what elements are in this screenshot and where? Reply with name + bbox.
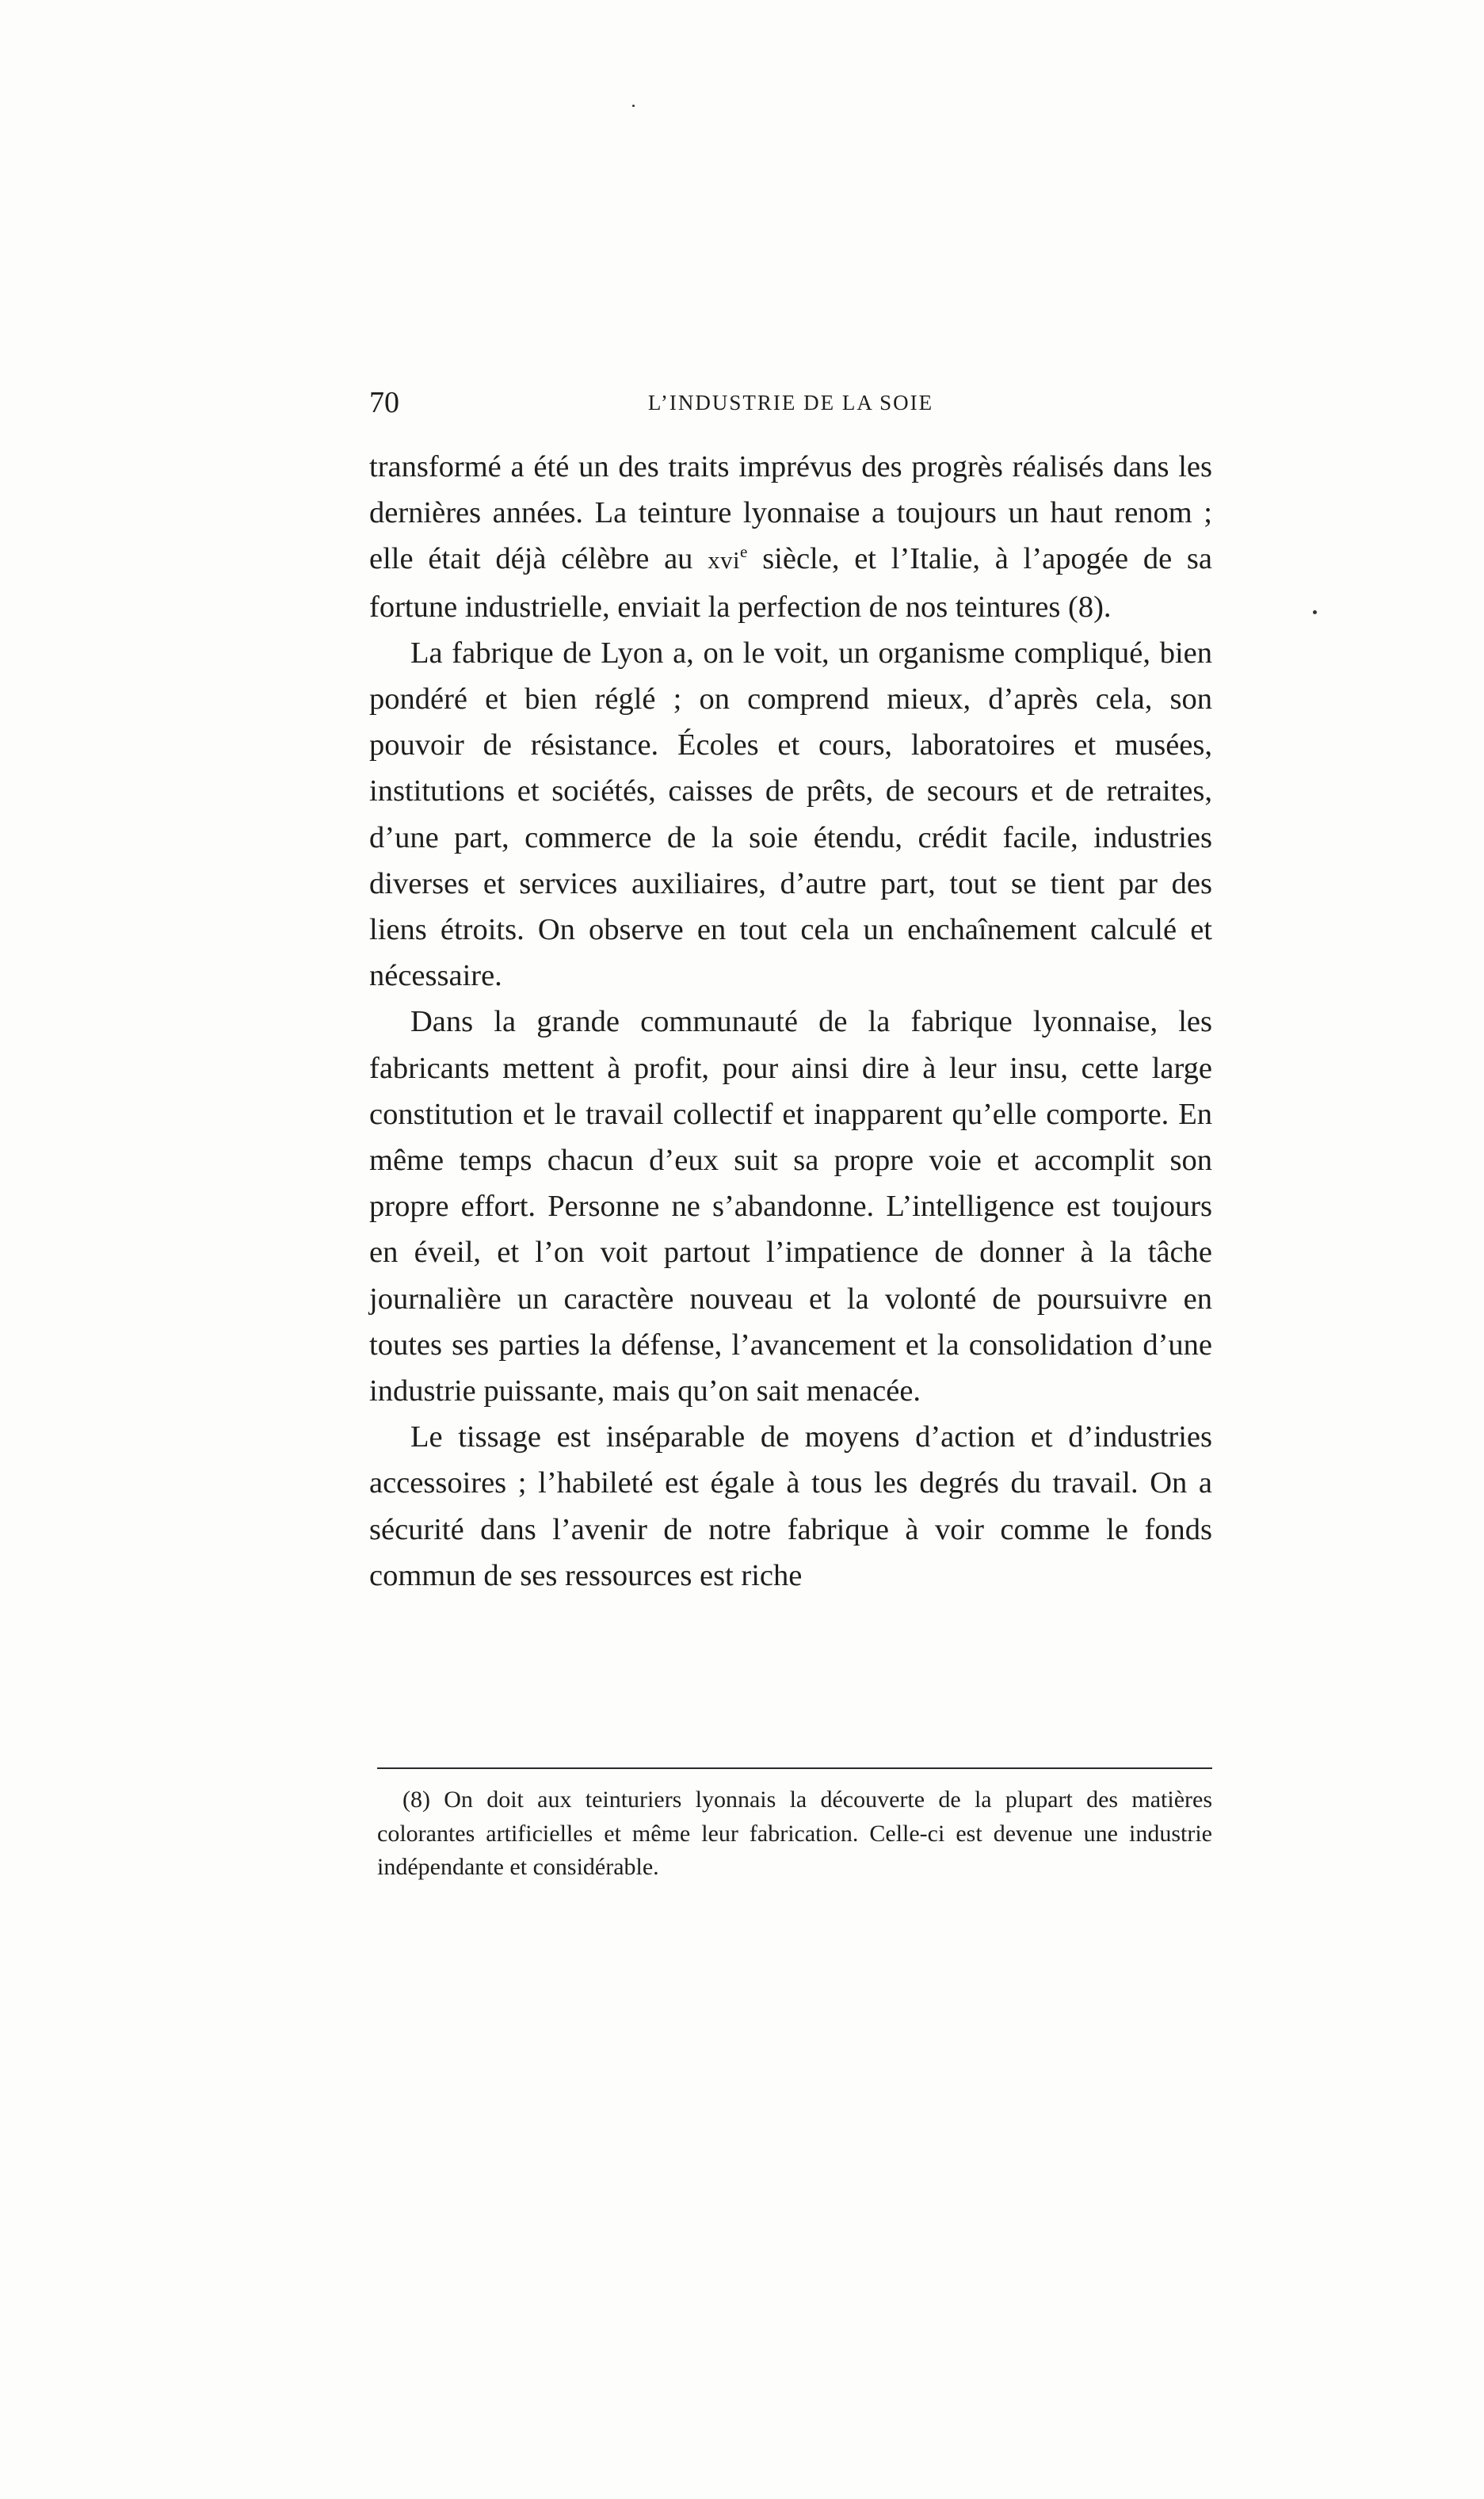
paragraph-2: La fabrique de Lyon a, on le voit, un organisme compliqué, bien pondéré et bien réglé ; on comprend mieux, d’après cela, son pouvoir de résistance. Écoles et cours, laboratoires et musées, institutions et sociétés, caisses de prêts, de secours et de retraites, d’une part, commerce de la soie étendu, crédit facile, industries diverses et services auxiliaires, d’autre part, tout se tient par des liens étroits. On observe en tout cela un enchaînement calculé et nécessaire. — [369, 636, 1212, 993]
paragraph-1-text-a: transformé a été un des traits imprévus des progrès réalisés dans les dernières années. La teinture lyonnaise a toujours un haut renom ; elle était déjà célèbre au — [369, 450, 1212, 576]
ink-speck — [1313, 610, 1317, 614]
page-header — [369, 379, 1212, 426]
paragraph-1-text-b: siècle, et l’Italie, à l’apogée de sa fortune industrielle, enviait la perfection de nos teintures (8). — [369, 542, 1213, 624]
century-numeral: xvi — [708, 547, 741, 575]
running-title: L’INDUSTRIE DE LA SOIE — [647, 391, 934, 415]
paragraph-4: Le tissage est inséparable de moyens d’action et d’industries accessoires ; l’habileté est égale à tous les degrés du travail. On a sécurité dans l’avenir de notre fabrique à voir comme le fonds commun de ses ressources est riche — [369, 1420, 1212, 1592]
ink-speck — [632, 105, 635, 107]
body-text — [369, 444, 1212, 1599]
paragraph-1 — [369, 444, 1212, 630]
footnote-divider — [377, 1767, 1212, 1769]
paragraph-3: Dans la grande communauté de la fabrique lyonnaise, les fabricants mettent à profit, pour ainsi dire à leur insu, cette large constitution et le travail collectif et inapparent qu’elle comporte. En même temps chacun d’eux suit sa propre voie et accomplit son propre effort. Personne ne s’abandonne. L’intelligence est toujours en éveil, et l’on voit partout l’impatience de donner à la tâche journalière un caractère nouveau et la volonté de poursuivre en toutes ses parties la défense, l’avancement et la consolidation d’une industrie puissante, mais qu’on sait menacée. — [369, 1005, 1212, 1408]
footnote-8: (8) On doit aux teinturiers lyonnais la découverte de la plupart des matières colorantes artificielles et même leur fabrication. Celle-ci est devenue une industrie indépendante et considérable. — [377, 1786, 1212, 1881]
page-number: 70 — [369, 386, 399, 419]
century-superscript: e — [740, 542, 748, 562]
